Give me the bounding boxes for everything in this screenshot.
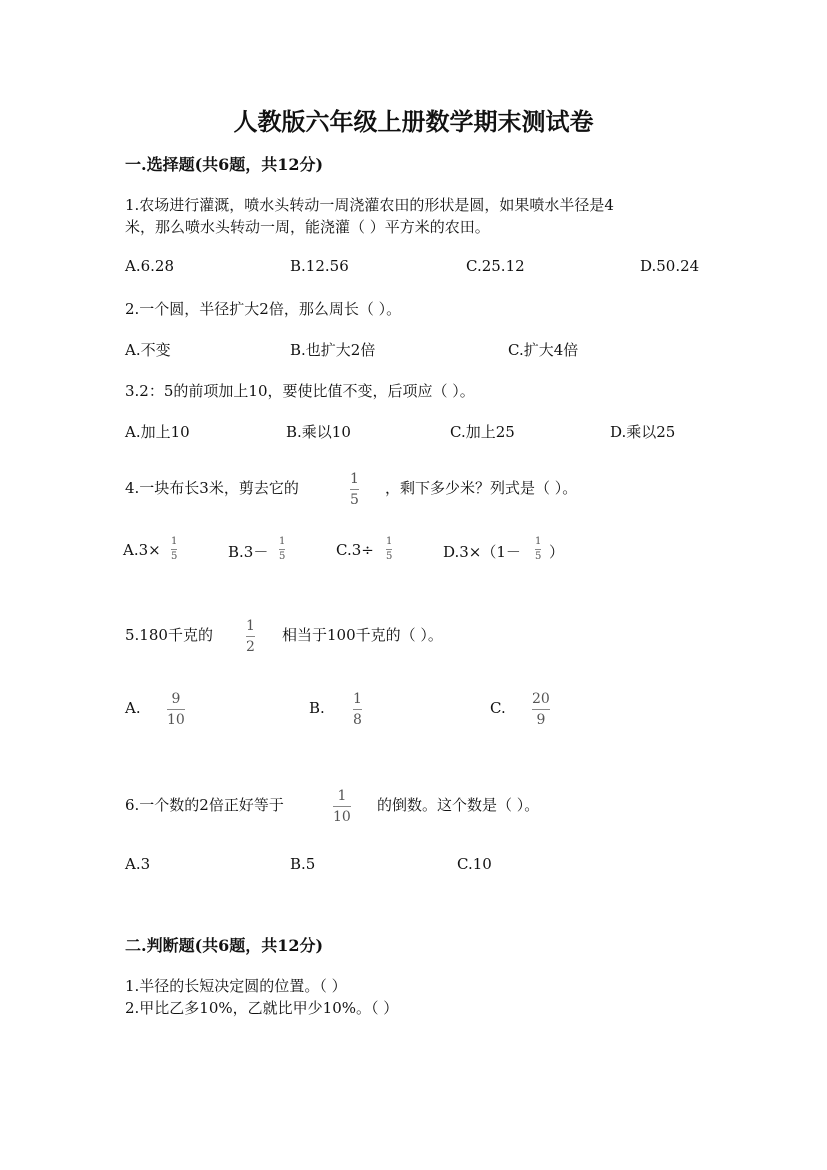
question-5-text-before: 5.180千克的 bbox=[125, 626, 213, 644]
section-heading-judgement: 二.判断题(共6题，共12分) bbox=[125, 936, 324, 955]
fraction-numerator: 9 bbox=[171, 691, 181, 707]
question-4-option-d-fraction bbox=[535, 537, 541, 562]
question-5-option-c-fraction bbox=[532, 692, 550, 727]
question-1-option-d: D.50.24 bbox=[640, 257, 700, 275]
fraction-numerator: 1 bbox=[386, 536, 393, 547]
question-2-option-c: C.扩大4倍 bbox=[508, 341, 579, 359]
question-5-option-b-fraction bbox=[353, 692, 362, 727]
fraction-numerator: 1 bbox=[535, 536, 542, 547]
question-6-text-before: 6.一个数的2倍正好等于 bbox=[125, 796, 284, 814]
question-5-option-a-fraction bbox=[167, 692, 185, 727]
question-5-option-a: A. bbox=[125, 699, 141, 717]
fraction-denominator: 5 bbox=[171, 551, 178, 562]
question-5-text-after: 相当于100千克的（ ）。 bbox=[282, 626, 443, 644]
fraction-numerator: 1 bbox=[350, 471, 359, 487]
fraction-denominator: 5 bbox=[279, 551, 286, 562]
question-1-option-c: C.25.12 bbox=[466, 257, 525, 275]
question-2-option-b: B.也扩大2倍 bbox=[290, 341, 376, 359]
question-1-option-a: A.6.28 bbox=[125, 257, 174, 275]
fraction-numerator: 1 bbox=[279, 536, 286, 547]
fraction-numerator: 1 bbox=[337, 788, 347, 804]
question-3-option-b: B.乘以10 bbox=[286, 423, 351, 441]
question-4-fraction bbox=[350, 472, 359, 507]
question-6-fraction bbox=[333, 789, 351, 824]
question-4-option-a-fraction bbox=[171, 537, 177, 562]
section-heading-choice: 一.选择题(共6题，共12分) bbox=[125, 155, 324, 174]
page-title: 人教版六年级上册数学期末测试卷 bbox=[233, 107, 594, 136]
question-5-option-b: B. bbox=[309, 699, 325, 717]
question-4-option-a: A.3× bbox=[123, 541, 161, 559]
question-5-option-c: C. bbox=[490, 699, 506, 717]
fraction-denominator: 10 bbox=[167, 712, 185, 728]
question-1-line-1: 1.农场进行灌溉，喷水头转动一周浇灌农田的形状是圆，如果喷水半径是4 bbox=[125, 196, 614, 214]
judgement-question-2: 2.甲比乙多10%，乙就比甲少10%。（ ） bbox=[125, 999, 399, 1017]
question-3-option-d: D.乘以25 bbox=[610, 423, 676, 441]
question-6-option-b: B.5 bbox=[290, 855, 316, 873]
question-6-option-c: C.10 bbox=[457, 855, 492, 873]
question-6-option-a: A.3 bbox=[125, 855, 151, 873]
question-4-option-c: C.3÷ bbox=[336, 541, 374, 559]
judgement-question-1: 1.半径的长短决定圆的位置。（ ） bbox=[125, 977, 347, 995]
fraction-denominator: 2 bbox=[246, 639, 255, 655]
question-1-line-2: 米，那么喷水头转动一周，能浇灌（ ）平方米的农田。 bbox=[125, 218, 490, 236]
question-4-option-c-fraction bbox=[386, 537, 392, 562]
fraction-denominator: 5 bbox=[386, 551, 393, 562]
question-6-text-after: 的倒数。这个数是（ ）。 bbox=[377, 796, 540, 814]
question-1-option-b: B.12.56 bbox=[290, 257, 349, 275]
question-4-option-b: B.3－ bbox=[228, 543, 269, 561]
question-4-option-d-closing: ） bbox=[549, 543, 565, 561]
fraction-numerator: 1 bbox=[246, 618, 255, 634]
question-2-option-a: A.不变 bbox=[125, 341, 171, 359]
fraction-numerator: 20 bbox=[532, 691, 550, 707]
fraction-numerator: 1 bbox=[171, 536, 178, 547]
fraction-denominator: 8 bbox=[353, 712, 362, 728]
question-4-text-after: ，剩下多少米？列式是（ ）。 bbox=[385, 479, 578, 497]
fraction-denominator: 5 bbox=[535, 551, 542, 562]
question-3-option-a: A.加上10 bbox=[125, 423, 190, 441]
fraction-denominator: 5 bbox=[350, 492, 359, 508]
question-2-text: 2.一个圆，半径扩大2倍，那么周长（ ）。 bbox=[125, 300, 402, 318]
question-4-option-b-fraction bbox=[279, 537, 285, 562]
fraction-denominator: 10 bbox=[333, 809, 351, 825]
fraction-denominator: 9 bbox=[536, 712, 546, 728]
question-4-text-before: 4.一块布长3米，剪去它的 bbox=[125, 479, 299, 497]
question-3-text: 3.2：5的前项加上10，要使比值不变，后项应（ ）。 bbox=[125, 382, 475, 400]
question-3-option-c: C.加上25 bbox=[450, 423, 515, 441]
question-5-fraction bbox=[246, 619, 255, 654]
question-4-option-d: D.3×（1－ bbox=[443, 543, 521, 561]
fraction-numerator: 1 bbox=[353, 691, 362, 707]
